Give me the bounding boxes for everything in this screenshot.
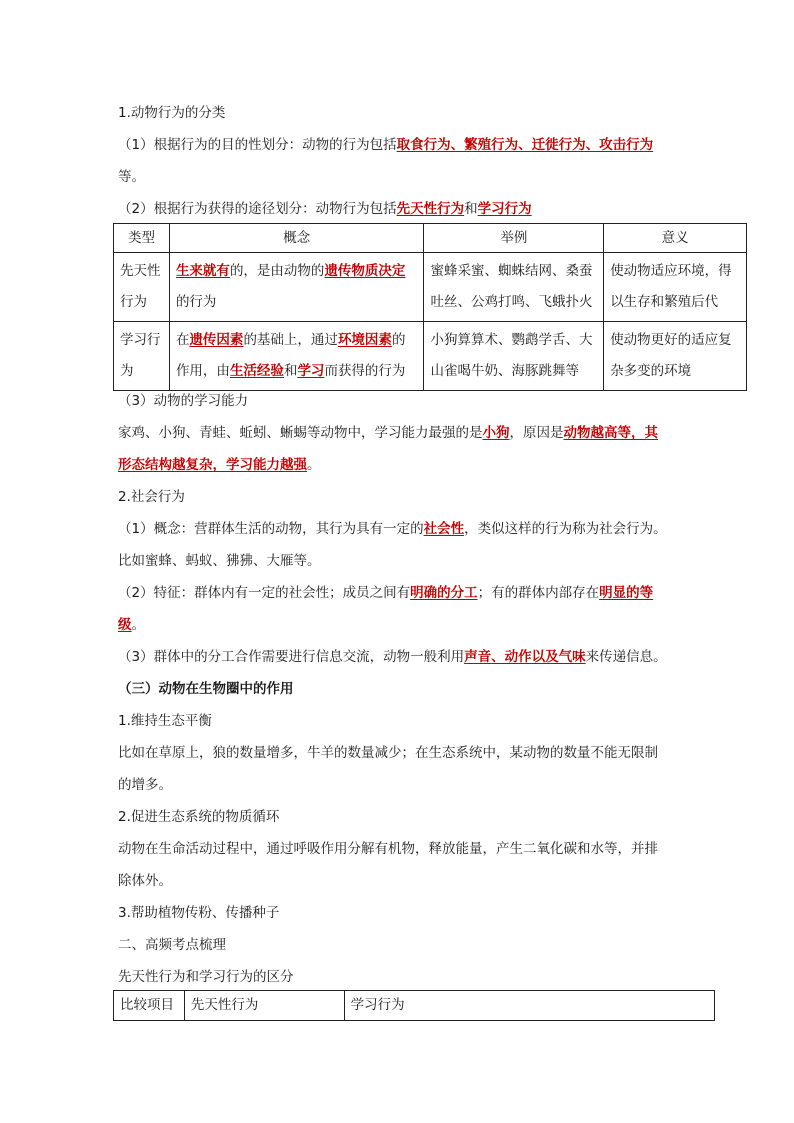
cell-concept	[169, 253, 424, 322]
cell-type: 学习行为	[114, 322, 170, 391]
highlight: 学习	[297, 363, 325, 379]
section-title-behavior-classification: 1.动物行为的分类	[118, 105, 226, 121]
subsection-ecological-balance: 1.维持生态平衡	[118, 713, 212, 729]
highlight-hierarchy: 级	[118, 617, 132, 633]
behavior-comparison-table	[113, 223, 747, 391]
text: 和	[283, 363, 298, 379]
paragraph-material-cycle: 动物在生命活动过程中，通过呼吸作用分解有机物，释放能量，产生二氧化碳和水等，并排	[118, 841, 658, 857]
highlight: 生来就有	[175, 263, 230, 279]
text: （2）根据行为获得的途径划分：动物行为包括	[118, 201, 397, 217]
cell-example: 蜜蜂采蜜、蜘蛛结网、桑蚕吐丝、公鸡打鸣、飞蛾扑火	[424, 253, 604, 322]
text: 来传递信息。	[585, 649, 667, 665]
paragraph-acquisition-classification	[118, 199, 532, 219]
highlight: 环境因素	[337, 332, 392, 348]
paragraph-continuation: 除体外。	[118, 873, 172, 889]
table-header-row	[114, 224, 747, 253]
header-concept: 概念	[169, 224, 424, 253]
subsection-material-cycle: 2.促进生态系统的物质循环	[118, 809, 280, 825]
text: 。	[131, 617, 145, 633]
paragraph-communication	[118, 647, 667, 667]
highlight-learned-behavior: 学习行为	[477, 201, 532, 217]
header-innate: 先天性行为	[184, 991, 344, 1021]
paragraph-continuation: 比如蜜蜂、蚂蚁、狒狒、大雁等。	[118, 553, 321, 569]
text: 。	[307, 457, 321, 473]
highlight: 生活经验	[229, 363, 284, 379]
paragraph-learning-ability	[118, 423, 658, 443]
text: ，类似这样的行为称为社会行为。	[464, 521, 667, 537]
section-title-social-behavior: 2.社会行为	[118, 489, 185, 505]
highlight: 遗传物质决定	[324, 263, 406, 279]
header-example: 举例	[424, 224, 604, 253]
highlight-reason: 形态结构越复杂，学习能力越强	[118, 457, 307, 473]
highlight-innate-behavior: 先天性行为	[396, 201, 465, 217]
paragraph-continuation	[118, 455, 321, 475]
text: （3）群体中的分工合作需要进行信息交流，动物一般利用	[118, 649, 465, 665]
highlight-sociality: 社会性	[423, 521, 465, 537]
highlight-division-of-labor: 明确的分工	[410, 585, 478, 601]
paragraph-social-features	[118, 583, 653, 603]
highlight-reason: 动物越高等，其	[563, 425, 658, 441]
text: （1）根据行为的目的性划分：动物的行为包括	[118, 137, 397, 153]
highlight-behavior-types: 取食行为、繁殖行为、迁徙行为、攻击行为	[396, 137, 654, 153]
paragraph-purpose-classification	[118, 135, 653, 155]
section-title-role-in-biosphere: （三）动物在生物圈中的作用	[118, 681, 294, 697]
table-header-row	[114, 991, 715, 1021]
highlight: 遗传因素	[189, 332, 244, 348]
text: 和	[464, 201, 478, 217]
text: 的基础上，通过	[243, 332, 338, 348]
section-title-key-points: 二、高频考点梳理	[118, 937, 226, 953]
subsection-learning-ability: （3）动物的学习能力	[118, 393, 249, 409]
subsection-pollination: 3.帮助植物传粉、传播种子	[118, 905, 280, 921]
heading-distinction: 先天性行为和学习行为的区分	[118, 969, 294, 985]
cell-example: 小狗算算术、鹦鹉学舌、大山雀喝牛奶、海豚跳舞等	[424, 322, 604, 391]
cell-meaning: 使动物更好的适应复杂多变的环境	[604, 322, 747, 391]
table-row	[114, 322, 747, 391]
header-type: 类型	[114, 224, 170, 253]
header-compare-item: 比较项目	[114, 991, 185, 1021]
text: 的行为	[175, 294, 217, 310]
text: 的作用，由	[175, 332, 406, 379]
text: 在	[175, 332, 190, 348]
header-learned: 学习行为	[344, 991, 714, 1021]
header-meaning: 意义	[604, 224, 747, 253]
text: 而获得的行为	[324, 363, 406, 379]
paragraph-continuation: 的增多。	[118, 777, 172, 793]
text: ；有的群体内部存在	[477, 585, 600, 601]
paragraph-ecological-balance: 比如在草原上，狼的数量增多，牛羊的数量减少；在生态系统中，某动物的数量不能无限制	[118, 745, 658, 761]
text: （2）特征：群体内有一定的社会性；成员之间有	[118, 585, 411, 601]
text: （1）概念：营群体生活的动物，其行为具有一定的	[118, 521, 424, 537]
paragraph-social-concept	[118, 519, 667, 539]
highlight-puppy: 小狗	[482, 425, 510, 441]
distinction-table	[113, 990, 715, 1021]
text: 家鸡、小狗、青蛙、蚯蚓、蜥蜴等动物中，学习能力最强的是	[118, 425, 483, 441]
highlight-signals: 声音、动作以及气味	[464, 649, 586, 665]
table-row	[114, 253, 747, 322]
text: ，原因是	[509, 425, 564, 441]
paragraph-continuation	[118, 615, 145, 635]
cell-concept	[169, 322, 424, 391]
cell-meaning: 使动物适应环境，得以生存和繁殖后代	[604, 253, 747, 322]
text: 的，是由动物的	[229, 263, 325, 279]
paragraph-continuation: 等。	[118, 169, 145, 185]
cell-type: 先天性行为	[114, 253, 170, 322]
highlight-hierarchy: 明显的等	[599, 585, 654, 601]
